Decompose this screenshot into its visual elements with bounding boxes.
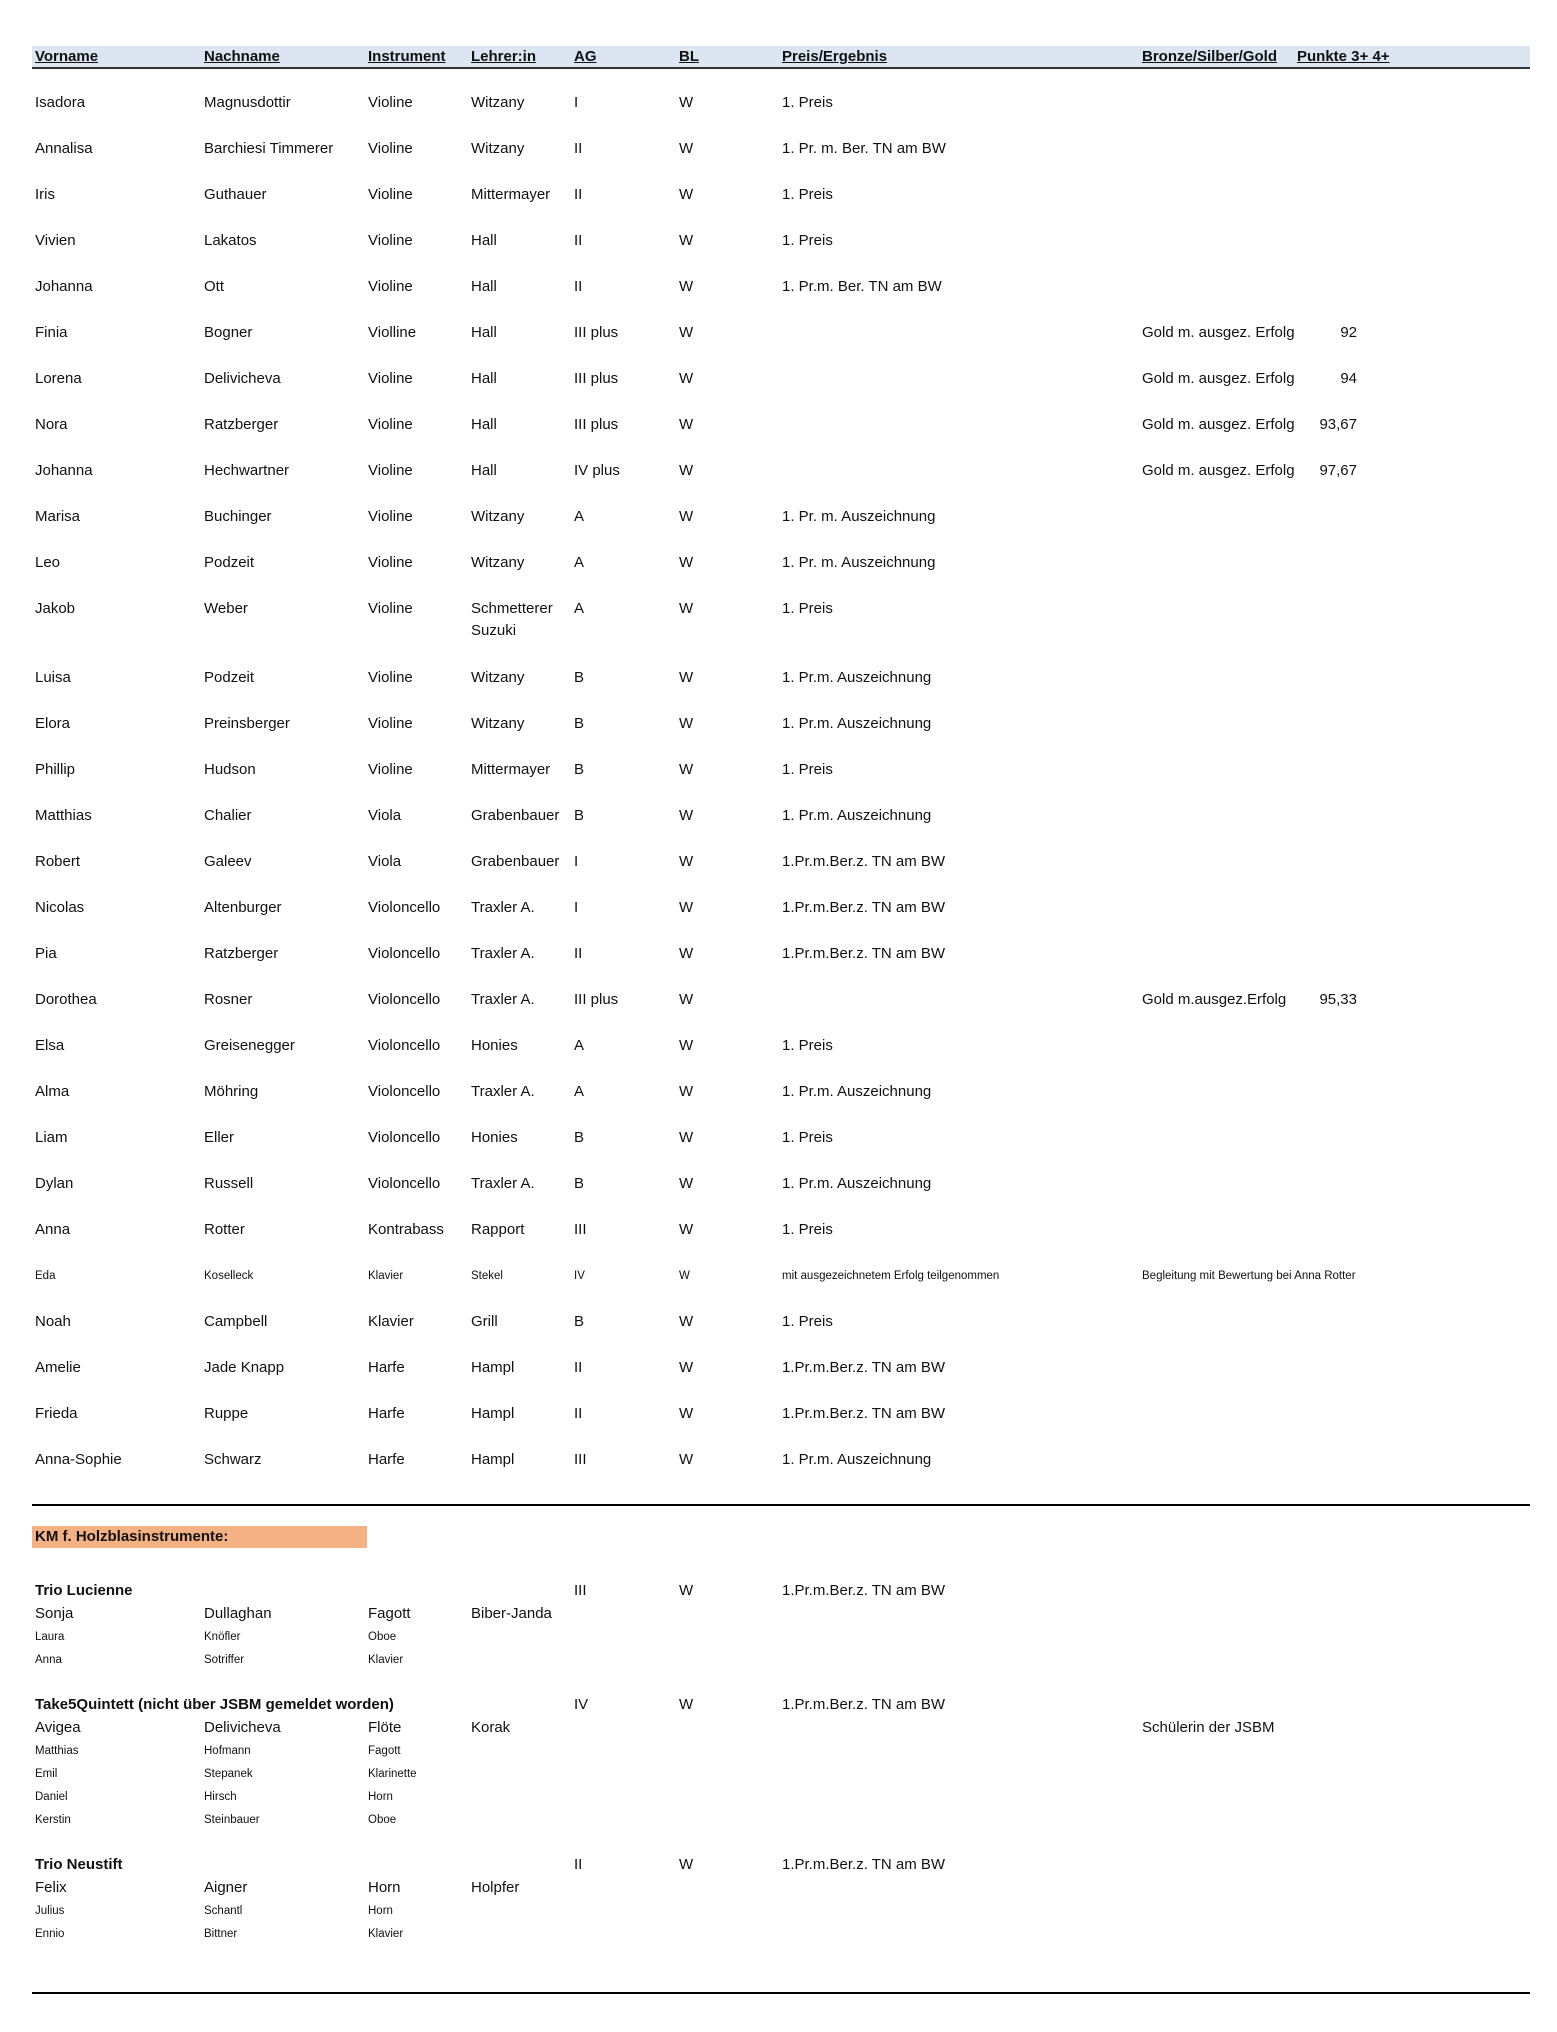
cell-lehrer: Traxler A. [471, 1082, 535, 1100]
cell-lehrer: Korak [471, 1719, 511, 1736]
cell-lehrer: Biber-Janda [471, 1605, 552, 1622]
cell-lehrer: Grabenbauer [471, 806, 560, 824]
cell-vorname: Elsa [35, 1036, 65, 1054]
cell-nachname: Weber [204, 600, 248, 617]
cell-instrument: Violine [368, 278, 413, 295]
cell-lehrer: Hall [471, 324, 497, 341]
cell-nachname: Steinbauer [204, 1814, 260, 1826]
cell-nachname: Delivicheva [204, 1719, 281, 1736]
cell-nachname: Russell [204, 1174, 254, 1192]
cell-vorname: Matthias [35, 806, 92, 824]
cell-preis: 1. Preis [782, 760, 833, 778]
cell-lehrer: Witzany [471, 140, 525, 157]
cell-lehrer: Hall [471, 416, 497, 433]
cell-instrument: Oboe [368, 1814, 397, 1826]
cell-lehrer: Witzany [471, 668, 525, 686]
cell-vorname: Dorothea [35, 990, 97, 1008]
cell-vorname: Johanna [35, 278, 93, 295]
cell-vorname: Iris [35, 186, 55, 203]
cell-bsg: Begleitung mit Bewertung bei Anna Rotter [1142, 1269, 1356, 1282]
cell-instrument: Violine [368, 140, 413, 157]
cell-vorname: Noah [35, 1312, 71, 1330]
cell-lehrer-line2: Suzuki [471, 622, 517, 639]
cell-ag: II [574, 232, 583, 249]
cell-nachname: Ratzberger [204, 416, 279, 433]
cell-ag: A [574, 1082, 585, 1100]
cell-instrument: Violoncello [368, 898, 441, 916]
cell-ag: B [574, 714, 585, 732]
cell-lehrer: Traxler A. [471, 990, 535, 1008]
cell-nachname: Greisenegger [204, 1036, 295, 1054]
cell-instrument: Klavier [368, 1312, 414, 1330]
cell-instrument: Violine [368, 186, 413, 203]
cell-punkte: 95,33 [1319, 990, 1357, 1008]
cell-bl: W [679, 1128, 694, 1146]
cell-vorname: Laura [35, 1631, 65, 1643]
cell-nachname: Hirsch [204, 1791, 237, 1803]
cell-nachname: Ott [204, 278, 225, 295]
cell-bl: W [679, 1358, 694, 1376]
cell-nachname: Möhring [204, 1082, 259, 1100]
cell-instrument: Violoncello [368, 944, 441, 962]
cell-nachname: Podzeit [204, 668, 255, 686]
cell-nachname: Altenburger [204, 898, 282, 916]
cell-preis: 1. Pr. m. Ber. TN am BW [782, 140, 946, 157]
cell-preis: 1. Pr.m. Auszeichnung [782, 1174, 932, 1192]
cell-bl: W [679, 1036, 694, 1054]
cell-bl: W [679, 1582, 694, 1599]
cell-ag: B [574, 1312, 585, 1330]
cell-bsg: Gold m. ausgez. Erfolg [1142, 416, 1295, 433]
cell-ag: III plus [574, 324, 619, 341]
cell-instrument: Violine [368, 94, 413, 111]
cell-nachname: Delivicheva [204, 370, 281, 387]
cell-ag: B [574, 668, 585, 686]
cell-vorname: Pia [35, 944, 57, 962]
table-header [32, 46, 1530, 69]
cell-vorname: Frieda [35, 1404, 78, 1422]
cell-instrument: Violine [368, 370, 413, 387]
cell-vorname: Elora [35, 714, 71, 732]
cell-nachname: Hechwartner [204, 462, 290, 479]
cell-bl: W [679, 1312, 694, 1330]
cell-bl: W [679, 714, 694, 732]
cell-bl: W [679, 990, 694, 1008]
cell-vorname: Leo [35, 554, 61, 571]
cell-nachname: Rosner [204, 990, 253, 1008]
cell-vorname: Anna-Sophie [35, 1450, 122, 1468]
cell-instrument: Klavier [368, 1654, 404, 1666]
cell-bl: W [679, 760, 694, 778]
cell-nachname: Dullaghan [204, 1605, 272, 1622]
cell-vorname: Daniel [35, 1791, 68, 1803]
cell-vorname: Luisa [35, 668, 71, 686]
cell-instrument: Harfe [368, 1450, 405, 1468]
cell-instrument: Violine [368, 668, 413, 686]
cell-preis: 1. Preis [782, 186, 833, 203]
cell-ag: IV plus [574, 462, 620, 479]
cell-instrument: Violoncello [368, 1174, 441, 1192]
cell-instrument: Violine [368, 508, 413, 525]
bottom-divider [32, 1992, 1530, 1994]
cell-bsg: Gold m. ausgez. Erfolg [1142, 324, 1295, 341]
cell-nachname: Koselleck [204, 1269, 254, 1282]
ensemble-name: Take5Quintett (nicht über JSBM gemeldet worden) [35, 1696, 394, 1713]
cell-ag: II [574, 1358, 583, 1376]
cell-lehrer: Grabenbauer [471, 852, 560, 870]
cell-ag: II [574, 186, 583, 203]
cell-preis: 1. Preis [782, 94, 833, 111]
cell-lehrer: Grill [471, 1312, 498, 1330]
cell-bl: W [679, 370, 694, 387]
header-vorname: Vorname [35, 48, 99, 65]
cell-ag: III plus [574, 416, 619, 433]
cell-instrument: Violoncello [368, 990, 441, 1008]
cell-punkte: 97,67 [1319, 462, 1357, 479]
cell-ag: III [574, 1582, 587, 1599]
cell-instrument: Horn [368, 1791, 393, 1803]
cell-ag: III plus [574, 990, 619, 1008]
cell-bl: W [679, 668, 694, 686]
cell-bsg: Gold m. ausgez. Erfolg [1142, 370, 1295, 387]
cell-instrument: Kontrabass [368, 1220, 444, 1238]
cell-lehrer: Hall [471, 370, 497, 387]
cell-instrument: Viola [368, 806, 402, 824]
cell-vorname: Sonja [35, 1605, 74, 1622]
cell-instrument: Horn [368, 1905, 393, 1917]
cell-ag: II [574, 140, 583, 157]
cell-nachname: Schwarz [204, 1450, 262, 1468]
cell-vorname: Ennio [35, 1928, 65, 1940]
cell-nachname: Sotriffer [204, 1654, 245, 1666]
cell-nachname: Hofmann [204, 1745, 251, 1757]
header-ag: AG [574, 48, 597, 65]
cell-lehrer: Honies [471, 1128, 518, 1146]
cell-ag: A [574, 1036, 585, 1054]
cell-lehrer: Traxler A. [471, 898, 535, 916]
cell-vorname: Robert [35, 852, 81, 870]
cell-preis: 1. Preis [782, 1036, 833, 1054]
cell-instrument: Klarinette [368, 1768, 417, 1780]
cell-vorname: Dylan [35, 1174, 74, 1192]
cell-nachname: Bogner [204, 324, 253, 341]
cell-bl: W [679, 806, 694, 824]
cell-bl: W [679, 1174, 694, 1192]
cell-instrument: Harfe [368, 1404, 405, 1422]
cell-preis: 1. Preis [782, 1312, 833, 1330]
cell-nachname: Schantl [204, 1905, 243, 1917]
cell-vorname: Finia [35, 324, 68, 341]
cell-nachname: Lakatos [204, 232, 257, 249]
cell-nachname: Podzeit [204, 554, 255, 571]
cell-ag: IV [574, 1269, 585, 1282]
cell-ag: I [574, 94, 579, 111]
cell-instrument: Fagott [368, 1745, 401, 1757]
cell-ag: A [574, 600, 585, 617]
header-lehrer: Lehrer:in [471, 48, 537, 65]
cell-bl: W [679, 852, 694, 870]
cell-preis: 1.Pr.m.Ber.z. TN am BW [782, 852, 946, 870]
cell-instrument: Oboe [368, 1631, 397, 1643]
cell-bl: W [679, 278, 694, 295]
cell-nachname: Ratzberger [204, 944, 279, 962]
cell-lehrer: Traxler A. [471, 944, 535, 962]
cell-preis: 1. Pr.m. Auszeichnung [782, 1450, 932, 1468]
cell-bl: W [679, 554, 694, 571]
cell-nachname: Preinsberger [204, 714, 290, 732]
cell-vorname: Avigea [35, 1719, 81, 1736]
cell-nachname: Buchinger [204, 508, 272, 525]
cell-lehrer: Witzany [471, 508, 525, 525]
cell-instrument: Violoncello [368, 1128, 441, 1146]
cell-punkte: 92 [1340, 324, 1357, 341]
cell-preis: 1.Pr.m.Ber.z. TN am BW [782, 1582, 946, 1599]
cell-nachname: Stepanek [204, 1768, 253, 1780]
cell-instrument: Violline [368, 324, 417, 341]
cell-bl: W [679, 1082, 694, 1100]
cell-bl: W [679, 1404, 694, 1422]
cell-nachname: Rotter [204, 1220, 245, 1238]
cell-nachname: Eller [204, 1128, 235, 1146]
cell-preis: 1.Pr.m.Ber.z. TN am BW [782, 944, 946, 962]
cell-bl: W [679, 416, 694, 433]
cell-nachname: Aigner [204, 1879, 248, 1896]
cell-lehrer: Rapport [471, 1220, 525, 1238]
cell-instrument: Flöte [368, 1719, 402, 1736]
cell-bl: W [679, 140, 694, 157]
cell-nachname: Barchiesi Timmerer [204, 140, 334, 157]
cell-bl: W [679, 324, 694, 341]
cell-ag: III [574, 1450, 587, 1468]
cell-preis: 1.Pr.m.Ber.z. TN am BW [782, 1358, 946, 1376]
cell-ag: B [574, 1128, 585, 1146]
cell-lehrer: Holpfer [471, 1879, 520, 1896]
cell-vorname: Anna [35, 1654, 62, 1666]
cell-ag: B [574, 1174, 585, 1192]
cell-bl: W [679, 898, 694, 916]
cell-lehrer: Hall [471, 278, 497, 295]
cell-ag: IV [574, 1696, 589, 1713]
cell-vorname: Amelie [35, 1358, 81, 1376]
cell-bl: W [679, 1696, 694, 1713]
cell-lehrer: Hall [471, 232, 497, 249]
cell-nachname: Magnusdottir [204, 94, 291, 111]
cell-vorname: Nicolas [35, 898, 85, 916]
cell-preis: 1. Preis [782, 1220, 833, 1238]
cell-instrument: Harfe [368, 1358, 405, 1376]
cell-ag: II [574, 1404, 583, 1422]
cell-vorname: Vivien [35, 232, 76, 249]
cell-lehrer: Hall [471, 462, 497, 479]
cell-vorname: Liam [35, 1128, 68, 1146]
section-divider [32, 1504, 1530, 1506]
cell-ag: II [574, 944, 583, 962]
section-title: KM f. Holzblasinstrumente: [32, 1526, 367, 1548]
cell-nachname: Jade Knapp [204, 1358, 285, 1376]
cell-instrument: Violine [368, 554, 413, 571]
cell-bl: W [679, 1269, 690, 1282]
cell-preis: 1. Pr.m. Ber. TN am BW [782, 278, 942, 295]
cell-lehrer: Stekel [471, 1269, 503, 1282]
cell-preis: 1. Pr.m. Auszeichnung [782, 668, 932, 686]
cell-bl: W [679, 1450, 694, 1468]
cell-lehrer: Traxler A. [471, 1174, 535, 1192]
cell-lehrer: Hampl [471, 1450, 515, 1468]
cell-nachname: Knöfler [204, 1631, 241, 1643]
cell-vorname: Emil [35, 1768, 58, 1780]
cell-vorname: Marisa [35, 508, 81, 525]
cell-lehrer: Hampl [471, 1358, 515, 1376]
cell-instrument: Violoncello [368, 1082, 441, 1100]
cell-instrument: Violine [368, 600, 413, 617]
cell-lehrer: Hampl [471, 1404, 515, 1422]
header-punkte: Punkte 3+ 4+ [1297, 48, 1390, 65]
cell-nachname: Bittner [204, 1928, 238, 1940]
cell-bl: W [679, 944, 694, 962]
cell-ag: I [574, 898, 579, 916]
header-bl: BL [679, 48, 699, 65]
cell-preis: 1. Pr.m. Auszeichnung [782, 714, 932, 732]
cell-bl: W [679, 600, 694, 617]
cell-bl: W [679, 462, 694, 479]
cell-ag: B [574, 760, 585, 778]
cell-vorname: Lorena [35, 370, 82, 387]
cell-preis: 1. Preis [782, 600, 833, 617]
cell-preis: mit ausgezeichnetem Erfolg teilgenommen [782, 1269, 1000, 1282]
cell-preis: 1. Preis [782, 1128, 833, 1146]
cell-ag: III [574, 1220, 587, 1238]
cell-nachname: Campbell [204, 1312, 268, 1330]
results-sheet [32, 46, 1530, 1940]
cell-preis: 1.Pr.m.Ber.z. TN am BW [782, 1856, 946, 1873]
ensemble-name: Trio Neustift [35, 1856, 123, 1873]
cell-vorname: Kerstin [35, 1814, 71, 1826]
header-preis: Preis/Ergebnis [782, 48, 888, 65]
cell-lehrer: Schmetterer [471, 600, 553, 617]
cell-vorname: Annalisa [35, 140, 93, 157]
cell-nachname: Ruppe [204, 1404, 249, 1422]
header-bsg: Bronze/Silber/Gold [1142, 48, 1278, 65]
ensemble-name: Trio Lucienne [35, 1582, 133, 1599]
cell-punkte: 94 [1340, 370, 1357, 387]
cell-instrument: Horn [368, 1879, 401, 1896]
cell-vorname: Alma [35, 1082, 70, 1100]
cell-preis: 1.Pr.m.Ber.z. TN am BW [782, 898, 946, 916]
cell-vorname: Jakob [35, 600, 76, 617]
cell-lehrer: Honies [471, 1036, 518, 1054]
header-nachname: Nachname [204, 48, 280, 65]
cell-preis: 1.Pr.m.Ber.z. TN am BW [782, 1696, 946, 1713]
cell-preis: 1. Pr.m. Auszeichnung [782, 1082, 932, 1100]
cell-bsg: Gold m. ausgez. Erfolg [1142, 462, 1295, 479]
cell-vorname: Phillip [35, 760, 76, 778]
cell-vorname: Matthias [35, 1745, 79, 1757]
cell-preis: 1. Pr. m. Auszeichnung [782, 554, 936, 571]
cell-nachname: Guthauer [204, 186, 267, 203]
cell-punkte: 93,67 [1319, 416, 1357, 433]
cell-bsg: Gold m.ausgez.Erfolg [1142, 990, 1287, 1008]
cell-vorname: Anna [35, 1220, 71, 1238]
cell-instrument: Violine [368, 714, 413, 732]
cell-bl: W [679, 508, 694, 525]
cell-vorname: Felix [35, 1879, 67, 1896]
cell-lehrer: Witzany [471, 554, 525, 571]
cell-preis: 1.Pr.m.Ber.z. TN am BW [782, 1404, 946, 1422]
cell-instrument: Klavier [368, 1928, 404, 1940]
cell-vorname: Eda [35, 1269, 56, 1282]
cell-lehrer: Mittermayer [471, 760, 551, 778]
cell-ag: III plus [574, 370, 619, 387]
cell-ag: B [574, 806, 585, 824]
cell-instrument: Violine [368, 462, 413, 479]
cell-ag: II [574, 278, 583, 295]
cell-nachname: Galeev [204, 852, 252, 870]
cell-preis: 1. Preis [782, 232, 833, 249]
cell-ag: A [574, 508, 585, 525]
cell-instrument: Violine [368, 760, 413, 778]
cell-instrument: Klavier [368, 1269, 404, 1282]
cell-instrument: Fagott [368, 1605, 411, 1622]
cell-instrument: Violine [368, 232, 413, 249]
cell-nachname: Chalier [204, 806, 252, 824]
cell-bsg: Schülerin der JSBM [1142, 1719, 1275, 1736]
cell-instrument: Violine [368, 416, 413, 433]
cell-lehrer: Mittermayer [471, 186, 551, 203]
cell-preis: 1. Pr.m. Auszeichnung [782, 806, 932, 824]
cell-bl: W [679, 1856, 694, 1873]
cell-bl: W [679, 1220, 694, 1238]
cell-ag: I [574, 852, 579, 870]
cell-instrument: Viola [368, 852, 402, 870]
cell-vorname: Nora [35, 416, 68, 433]
header-instrument: Instrument [368, 48, 446, 65]
cell-vorname: Johanna [35, 462, 93, 479]
cell-lehrer: Witzany [471, 94, 525, 111]
cell-nachname: Hudson [204, 760, 256, 778]
cell-vorname: Isadora [35, 94, 86, 111]
cell-bl: W [679, 94, 694, 111]
cell-ag: II [574, 1856, 583, 1873]
cell-bl: W [679, 186, 694, 203]
cell-vorname: Julius [35, 1905, 65, 1917]
cell-ag: A [574, 554, 585, 571]
cell-preis: 1. Pr. m. Auszeichnung [782, 508, 936, 525]
cell-instrument: Violoncello [368, 1036, 441, 1054]
cell-bl: W [679, 232, 694, 249]
cell-lehrer: Witzany [471, 714, 525, 732]
